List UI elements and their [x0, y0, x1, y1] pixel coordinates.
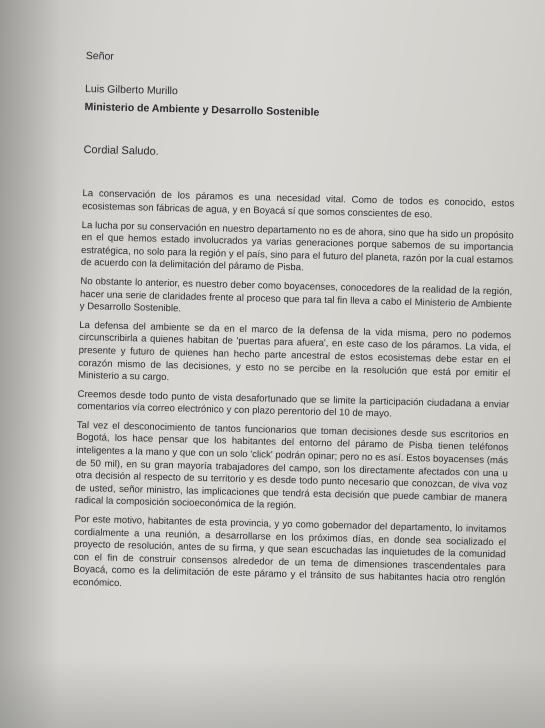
page-shadow-bottom — [0, 658, 545, 728]
paragraph-6: Tal vez el desconocimiento de tantos funcionarios que toman decisiones desde sus escritorios en Bogotá, los hace pensar que los habitantes del entorno del páramo de Pisba tienen teléfonos inteligentes a la mano y que con un solo 'click' podrán opinar; pero no es así. Estos boyacenses (más de 50 mil), en su gran mayoría trabajadores del campo, son los directamente afectados con una u otra decisión al respecto de su territorio y es desde todo punto necesario que conozcan, de viva voz de usted, señor ministro, las implicaciones que tendrá esta decisión que puede cambiar de manera radical la composición socioeconómica de la región. — [74, 419, 509, 512]
greeting: Cordial Saludo. — [83, 143, 159, 158]
salutation: Señor — [85, 50, 115, 63]
letter-body — [73, 188, 515, 600]
paragraph-3: No obstante lo anterior, es nuestro deber como boyacenses, conocedores de la realidad de la región, hacer una serie de claridades frente al proceso que para tal fin lleva a cabo el Ministerio de Ambiente y Desarrollo Sostenible. — [79, 275, 513, 315]
page-shadow-left — [0, 0, 60, 728]
letter-sheet — [73, 50, 518, 606]
recipient-name: Luis Gilberto Murillo — [84, 82, 178, 97]
paragraph-5: Creemos desde todo punto de vista desafortunado que se limite la participación ciudadana a enviar comentarios vía correo electrónico y con plazo perentorio del 10 de mayo. — [77, 388, 510, 420]
paragraph-4: La defensa del ambiente se da en el marco de la defensa de la vida misma, pero no podemos circunscribirla a quienes habitan de 'puertas para afuera', en este caso de los páramos. La vida, el presente y futuro de quienes han hecho parte ancestral de estos ecosistemas debe estar en el corazón mismo de las decisiones, y esto no se percibe en la resolución que está por emitir el Ministerio a su cargo. — [77, 319, 512, 384]
paragraph-2: La lucha por su conservación en nuestro departamento no es de ahora, sino que ha sido un propósito en el que hemos estado involucrados ya varias generaciones porque sabemos de su importancia estratégica, no solo para la región y el país, sino para el futuro del planeta, razón por la cual estamos de acuerdo con la delimitación del páramo de Pisba. — [80, 219, 514, 274]
paragraph-7: Por este motivo, habitantes de esta provincia, y yo como gobernador del departamento, lo invitamos cordialmente a una reunión, a desarrollarse en los próximos días, en donde sea socializado el proyecto de resolución, antes de su firma, y que sean escuchadas las inquietudes de la comunidad con el fin de construir consensos alrededor de un tema de dimensiones trascendentales para Boyacá, como es la delimitación de este páramo y el tránsito de sus habitantes hacia otro renglón económico. — [72, 513, 507, 590]
paragraph-1: La conservación de los páramos es una necesidad vital. Como de todos es conocido, estos ecosistemas son fábricas de agua, y en Boyacá sí que somos conscientes de eso. — [82, 188, 515, 221]
recipient-ministry: Ministerio de Ambiente y Desarrollo Sostenible — [84, 101, 320, 119]
